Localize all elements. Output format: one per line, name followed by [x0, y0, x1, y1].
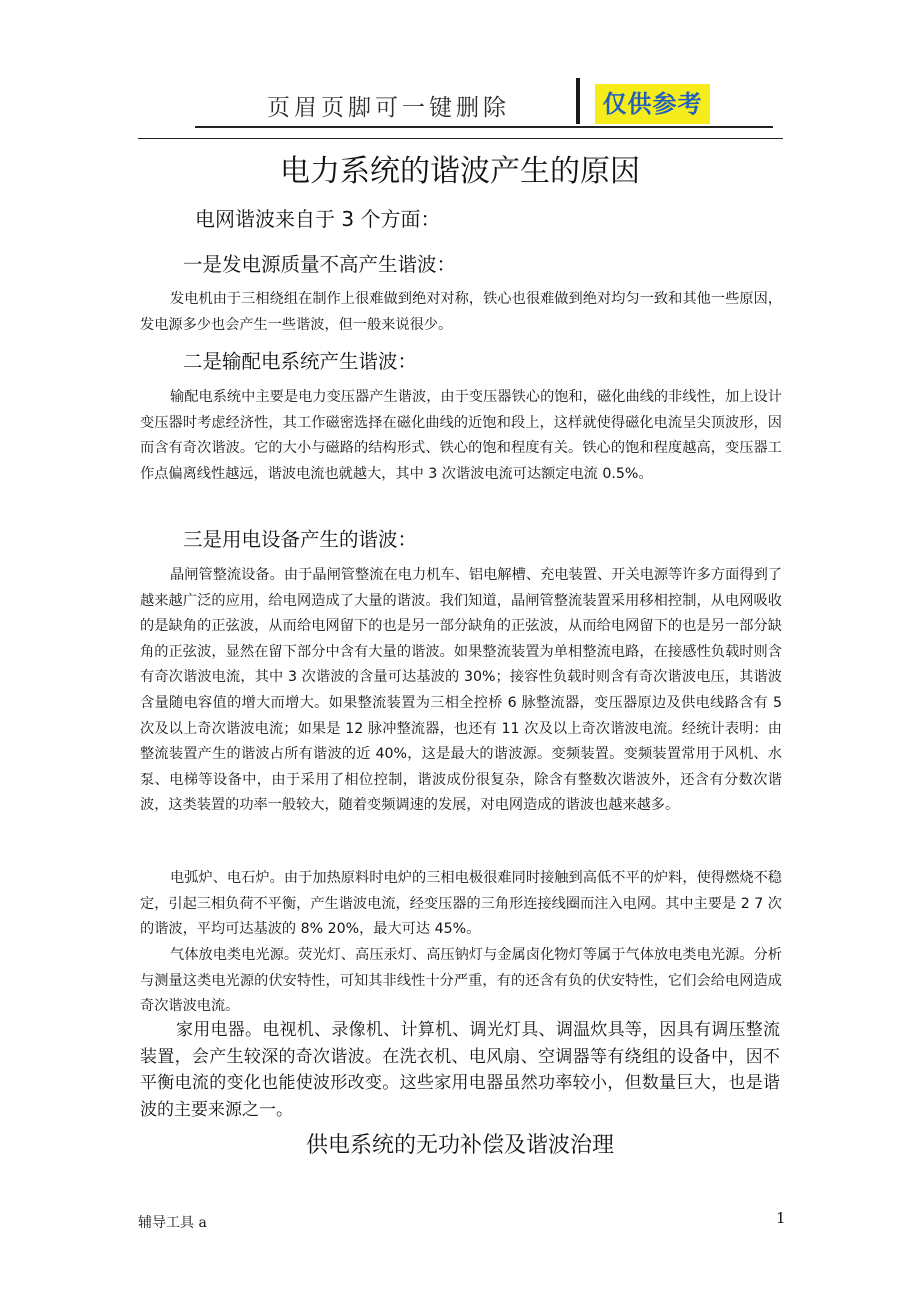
- banner-divider: [576, 78, 580, 124]
- section-1-heading: 一是发电源质量不高产生谐波：: [183, 253, 457, 276]
- banner-text: 页眉页脚可一键删除: [267, 95, 510, 121]
- page-number: 1: [776, 1209, 786, 1227]
- section-2-heading: 二是输配电系统产生谐波：: [183, 350, 418, 373]
- header-banner: [195, 76, 770, 132]
- section-3-paragraph-thyristor: 晶闸管整流设备。由于晶闸管整流在电力机车、铝电解槽、充电装置、开关电源等许多方面得到了越来越广泛的应用，给电网造成了大量的谐波。我们知道，晶闸管整流装置采用移相控制，从电网吸收的是缺角的正弦波，从而给电网留下的也是另一部分缺角的正弦波，从而给电网留下的也是另一部分缺角的正弦波，显然在留下部分中含有大量的谐波。如果整流装置为单相整流电路，在接感性负载时则含有奇次谐波电流，其中 3 次谐波的含量可达基波的 30%；接容性负载时则含有奇次谐波电压，其谐波含量随电容值的增大而增大。如果整流装置为三相全控桥 6 脉整流器，变压器原边及供电线路含有 5 次及以上奇次谐波电流；如果是 12 脉冲整流器，也还有 11 次及以上奇次谐波电流。经统计表明：由整流装置产生的谐波占所有谐波的近 40%，这是最大的谐波源。变频装置。变频装置常用于风机、水泵、电梯等设备中，由于采用了相位控制，谐波成份很复杂，除含有整数次谐波外，还含有分数次谐波，这类装置的功率一般较大，随着变频调速的发展，对电网造成的谐波也越来越多。: [140, 567, 782, 814]
- document-title: 电力系统的谐波产生的原因: [280, 154, 640, 189]
- footer-label: 辅导工具 a: [138, 1215, 207, 1231]
- section-2-paragraph: 输配电系统中主要是电力变压器产生谐波，由于变压器铁心的饱和，磁化曲线的非线性，加上设计变压器时考虑经济性，其工作磁密选择在磁化曲线的近饱和段上，这样就使得磁化电流呈尖顶波形，因而含有奇次谐波。它的大小与磁路的结构形式、铁心的饱和程度有关。铁心的饱和程度越高，变压器工作点偏离线性越远，谐波电流也就越大，其中 3 次谐波电流可达额定电流 0.5%。: [140, 389, 782, 482]
- reference-badge: 仅供参考: [595, 84, 710, 124]
- section-3-paragraph-arc-furnace: 电弧炉、电石炉。由于加热原料时电炉的三相电极很难同时接触到高低不平的炉料，使得燃烧不稳定，引起三相负荷不平衡，产生谐波电流，经变压器的三角形连接线圈而注入电网。其中主要是 2 7 次的谐波，平均可达基波的 8% 20%，最大可达 45%。: [140, 870, 782, 938]
- section-3-paragraph-appliances: 家用电器。电视机、录像机、计算机、调光灯具、调温炊具等，因具有调压整流装置，会产生较深的奇次谐波。在洗衣机、电风扇、空调器等有绕组的设备中，因不平衡电流的变化也能使波形改变。这些家用电器虽然功率较小，但数量巨大，也是谐波的主要来源之一。: [140, 1020, 780, 1120]
- section-3-paragraph-lighting: 气体放电类电光源。荧光灯、高压汞灯、高压钠灯与金属卤化物灯等属于气体放电类电光源。分析与测量这类电光源的伏安特性，可知其非线性十分严重，有的还含有负的伏安特性，它们会给电网造成奇次谐波电流。: [140, 947, 782, 1015]
- header-underline: [195, 126, 773, 128]
- next-section-title: 供电系统的无功补偿及谐波治理: [305, 1133, 614, 1158]
- section-1-paragraph: 发电机由于三相绕组在制作上很难做到绝对对称，铁心也很难做到绝对均匀一致和其他一些原因，发电源多少也会产生一些谐波，但一般来说很少。: [140, 291, 782, 333]
- header-rule: [138, 138, 783, 139]
- section-3-heading: 三是用电设备产生的谐波：: [183, 528, 418, 551]
- intro-heading: 电网谐波来自于 3 个方面：: [195, 207, 441, 231]
